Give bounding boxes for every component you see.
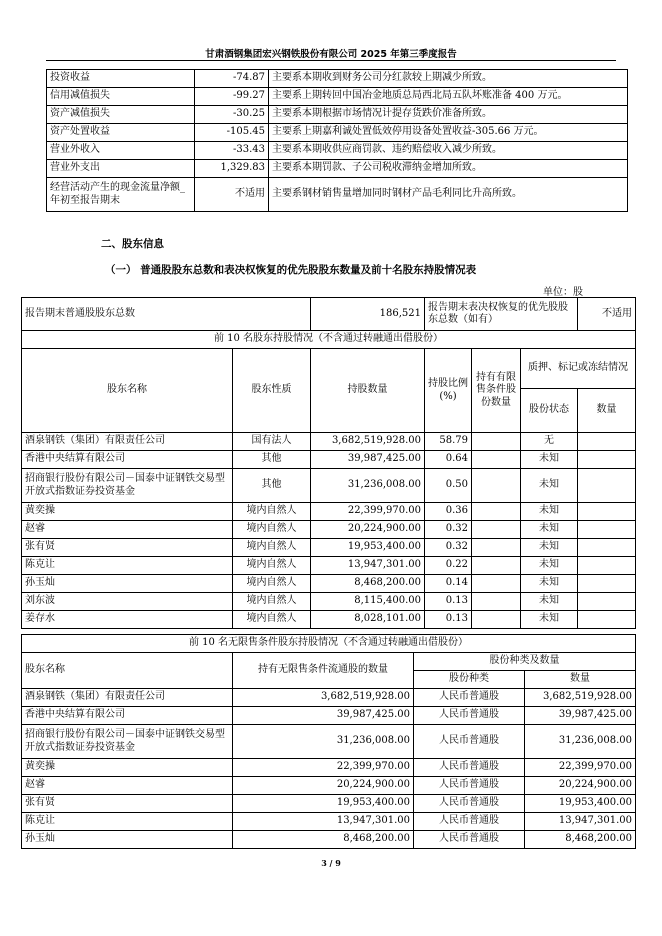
change-item: 资产减值损失 [47, 106, 195, 124]
shareholder-row [22, 503, 636, 521]
page-number: 3 / 9 [321, 858, 341, 868]
header-shares: 持股数量 [311, 349, 425, 433]
top10-section-title: 前 10 名股东持股情况（不含通过转融通出借股份） [22, 331, 636, 349]
change-percent: -99.27 [195, 88, 269, 106]
shareholder-restricted [472, 451, 521, 469]
shareholder-nature: 境内自然人 [233, 521, 311, 539]
total-holders-value: 186,521 [311, 298, 425, 331]
top10-shareholders-table [21, 297, 636, 629]
unrestricted-row [22, 777, 636, 795]
unrestricted-name: 黄奕操 [22, 759, 233, 777]
shareholder-shares: 20,224,900.00 [311, 521, 425, 539]
shareholder-shares: 3,682,519,928.00 [311, 433, 425, 451]
shareholder-restricted [472, 539, 521, 557]
top10-table-body [22, 298, 636, 629]
shareholder-ratio: 0.13 [425, 593, 472, 611]
change-item: 信用减值损失 [47, 88, 195, 106]
shareholder-pledge-qty [578, 611, 636, 629]
unres-header-kind-group: 股份种类及数量 [414, 653, 636, 671]
shareholder-name: 孙玉灿 [22, 575, 233, 593]
pref-holders-value: 不适用 [578, 298, 636, 331]
change-item: 投资收益 [47, 70, 195, 88]
unres-header-count: 数量 [525, 671, 636, 689]
shareholder-pledge-status: 无 [521, 433, 578, 451]
shareholder-ratio: 0.64 [425, 451, 472, 469]
shareholder-name: 香港中央结算有限公司 [22, 451, 233, 469]
unrestricted-name: 陈克让 [22, 813, 233, 831]
shareholder-name: 姜存水 [22, 611, 233, 629]
report-header-title: 甘肃酒钢集团宏兴钢铁股份有限公司 2025 年第三季度报告 [205, 49, 457, 60]
unrestricted-count: 31,236,008.00 [525, 725, 636, 759]
shareholder-pledge-qty [578, 593, 636, 611]
shareholder-pledge-status: 未知 [521, 539, 578, 557]
unrestricted-name: 酒泉钢铁（集团）有限责任公司 [22, 689, 233, 707]
unrestricted-shareholders-table [21, 634, 636, 849]
shareholder-shares: 39,987,425.00 [311, 451, 425, 469]
unrestricted-row [22, 795, 636, 813]
unrestricted-qty: 20,224,900.00 [233, 777, 414, 795]
unrestricted-name: 孙玉灿 [22, 831, 233, 849]
unrestricted-count: 22,399,970.00 [525, 759, 636, 777]
shareholder-restricted [472, 521, 521, 539]
shareholder-nature: 境内自然人 [233, 611, 311, 629]
unrestricted-qty: 39,987,425.00 [233, 707, 414, 725]
unrestricted-qty: 8,468,200.00 [233, 831, 414, 849]
shareholder-pledge-status: 未知 [521, 575, 578, 593]
changes-row [47, 106, 628, 124]
header-restricted: 持有有限售条件股份数量 [472, 349, 521, 433]
shareholder-name: 赵睿 [22, 521, 233, 539]
header-pledge: 质押、标记或冻结情况 [521, 349, 636, 389]
header-divider [46, 60, 616, 61]
unrestricted-qty: 22,399,970.00 [233, 759, 414, 777]
shareholder-pledge-status: 未知 [521, 503, 578, 521]
shareholder-name: 刘东波 [22, 593, 233, 611]
shareholder-pledge-qty [578, 503, 636, 521]
unrestricted-name: 张有贤 [22, 795, 233, 813]
unrestricted-count: 20,224,900.00 [525, 777, 636, 795]
shareholder-row [22, 611, 636, 629]
unrestricted-section-title: 前 10 名无限售条件股东持股情况（不含通过转融通出借股份） [22, 635, 636, 653]
shareholder-row [22, 469, 636, 503]
total-holders-label: 报告期末普通股股东总数 [22, 298, 311, 331]
section-title: 二、股东信息 [101, 238, 164, 250]
change-reason: 主要系本期收到财务公司分红款较上期减少所致。 [269, 70, 628, 88]
shareholder-nature: 境内自然人 [233, 575, 311, 593]
changes-row [47, 178, 628, 212]
shareholder-shares: 31,236,008.00 [311, 469, 425, 503]
shareholder-ratio: 0.32 [425, 539, 472, 557]
unres-header-name: 股东名称 [22, 653, 233, 689]
unrestricted-row [22, 831, 636, 849]
shareholder-restricted [472, 433, 521, 451]
change-percent: -30.25 [195, 106, 269, 124]
shareholder-name: 陈克让 [22, 557, 233, 575]
shareholder-ratio: 0.13 [425, 611, 472, 629]
changes-row [47, 124, 628, 142]
change-percent: -33.43 [195, 142, 269, 160]
unrestricted-name: 香港中央结算有限公司 [22, 707, 233, 725]
change-item: 资产处置收益 [47, 124, 195, 142]
shareholder-ratio: 0.32 [425, 521, 472, 539]
changes-table [46, 69, 628, 212]
unrestricted-name: 招商银行股份有限公司－国泰中证钢铁交易型开放式指数证券投资基金 [22, 725, 233, 759]
unrestricted-kind: 人民币普通股 [414, 707, 525, 725]
shareholder-pledge-qty [578, 539, 636, 557]
unrestricted-name: 赵睿 [22, 777, 233, 795]
shareholder-nature: 其他 [233, 469, 311, 503]
shareholder-ratio: 0.50 [425, 469, 472, 503]
header-ratio: 持股比例(%) [425, 349, 472, 433]
shareholder-row [22, 575, 636, 593]
change-item: 经营活动产生的现金流量净额_年初至报告期末 [47, 178, 195, 212]
change-reason: 主要系上期嘉利诚处置低效停用设备处置收益-305.66 万元。 [269, 124, 628, 142]
shareholder-pledge-status: 未知 [521, 451, 578, 469]
change-item: 营业外支出 [47, 160, 195, 178]
header-pledge-qty: 数量 [578, 389, 636, 433]
shareholder-pledge-qty [578, 433, 636, 451]
change-reason: 主要系钢材销售量增加同时钢材产品毛利同比升高所致。 [269, 178, 628, 212]
change-reason: 主要系上期转回中国冶金地质总局西北局五队坏账准备 400 万元。 [269, 88, 628, 106]
shareholder-restricted [472, 503, 521, 521]
shareholder-nature: 境内自然人 [233, 557, 311, 575]
change-reason: 主要系本期收供应商罚款、违约赔偿收入减少所致。 [269, 142, 628, 160]
unrestricted-count: 19,953,400.00 [525, 795, 636, 813]
shareholder-ratio: 0.22 [425, 557, 472, 575]
shareholder-shares: 8,468,200.00 [311, 575, 425, 593]
header-pledge-status: 股份状态 [521, 389, 578, 433]
unrestricted-row [22, 813, 636, 831]
unrestricted-kind: 人民币普通股 [414, 813, 525, 831]
unrestricted-kind: 人民币普通股 [414, 777, 525, 795]
shareholder-row [22, 593, 636, 611]
shareholder-restricted [472, 469, 521, 503]
shareholder-pledge-status: 未知 [521, 557, 578, 575]
header-name: 股东名称 [22, 349, 233, 433]
shareholder-row [22, 521, 636, 539]
unrestricted-qty: 19,953,400.00 [233, 795, 414, 813]
unrestricted-row [22, 707, 636, 725]
unrestricted-kind: 人民币普通股 [414, 795, 525, 813]
shareholder-pledge-status: 未知 [521, 611, 578, 629]
change-reason: 主要系本期罚款、子公司税收滞纳金增加所致。 [269, 160, 628, 178]
changes-row [47, 142, 628, 160]
shareholder-pledge-qty [578, 575, 636, 593]
unrestricted-count: 39,987,425.00 [525, 707, 636, 725]
shareholder-shares: 22,399,970.00 [311, 503, 425, 521]
shareholder-nature: 其他 [233, 451, 311, 469]
shareholder-row [22, 557, 636, 575]
unrestricted-row [22, 759, 636, 777]
shareholder-restricted [472, 557, 521, 575]
shareholder-nature: 境内自然人 [233, 503, 311, 521]
shareholder-ratio: 0.36 [425, 503, 472, 521]
unrestricted-qty: 13,947,301.00 [233, 813, 414, 831]
shareholder-row [22, 451, 636, 469]
unrestricted-kind: 人民币普通股 [414, 759, 525, 777]
shareholder-name: 张有贤 [22, 539, 233, 557]
shareholder-restricted [472, 593, 521, 611]
change-percent: 不适用 [195, 178, 269, 212]
shareholder-restricted [472, 575, 521, 593]
shareholder-name: 黄奕操 [22, 503, 233, 521]
unres-header-kind: 股份种类 [414, 671, 525, 689]
shareholder-shares: 13,947,301.00 [311, 557, 425, 575]
shareholder-shares: 19,953,400.00 [311, 539, 425, 557]
shareholder-nature: 境内自然人 [233, 593, 311, 611]
unrestricted-qty: 3,682,519,928.00 [233, 689, 414, 707]
subsection-title: （一） 普通股股东总数和表决权恢复的优先股股东数量及前十名股东持股情况表 [105, 264, 477, 276]
changes-row [47, 88, 628, 106]
shareholder-pledge-status: 未知 [521, 469, 578, 503]
shareholder-pledge-status: 未知 [521, 521, 578, 539]
pref-holders-label: 报告期末表决权恢复的优先股股东总数（如有） [425, 298, 578, 331]
unrestricted-count: 3,682,519,928.00 [525, 689, 636, 707]
unrestricted-qty: 31,236,008.00 [233, 725, 414, 759]
header-nature: 股东性质 [233, 349, 311, 433]
shareholder-row [22, 433, 636, 451]
shareholder-nature: 国有法人 [233, 433, 311, 451]
change-percent: 1,329.83 [195, 160, 269, 178]
unres-header-qty: 持有无限售条件流通股的数量 [233, 653, 414, 689]
shareholder-restricted [472, 611, 521, 629]
unrestricted-row [22, 689, 636, 707]
shareholder-pledge-qty [578, 521, 636, 539]
unrestricted-count: 13,947,301.00 [525, 813, 636, 831]
unrestricted-row [22, 725, 636, 759]
shareholder-row [22, 539, 636, 557]
shareholder-shares: 8,028,101.00 [311, 611, 425, 629]
shareholder-name: 招商银行股份有限公司－国泰中证钢铁交易型开放式指数证券投资基金 [22, 469, 233, 503]
shareholder-name: 酒泉钢铁（集团）有限责任公司 [22, 433, 233, 451]
change-percent: -74.87 [195, 70, 269, 88]
changes-row [47, 160, 628, 178]
unrestricted-count: 8,468,200.00 [525, 831, 636, 849]
unrestricted-table-body [22, 635, 636, 849]
unit-label: 单位：股 [543, 287, 583, 298]
changes-row [47, 70, 628, 88]
change-item: 营业外收入 [47, 142, 195, 160]
changes-table-body [47, 70, 628, 212]
shareholder-pledge-status: 未知 [521, 593, 578, 611]
change-reason: 主要系本期根据市场情况计提存货跌价准备所致。 [269, 106, 628, 124]
shareholder-pledge-qty [578, 451, 636, 469]
shareholder-pledge-qty [578, 557, 636, 575]
unrestricted-kind: 人民币普通股 [414, 725, 525, 759]
shareholder-ratio: 58.79 [425, 433, 472, 451]
change-percent: -105.45 [195, 124, 269, 142]
shareholder-ratio: 0.14 [425, 575, 472, 593]
shareholder-nature: 境内自然人 [233, 539, 311, 557]
unrestricted-kind: 人民币普通股 [414, 831, 525, 849]
shareholder-shares: 8,115,400.00 [311, 593, 425, 611]
unrestricted-kind: 人民币普通股 [414, 689, 525, 707]
shareholder-pledge-qty [578, 469, 636, 503]
